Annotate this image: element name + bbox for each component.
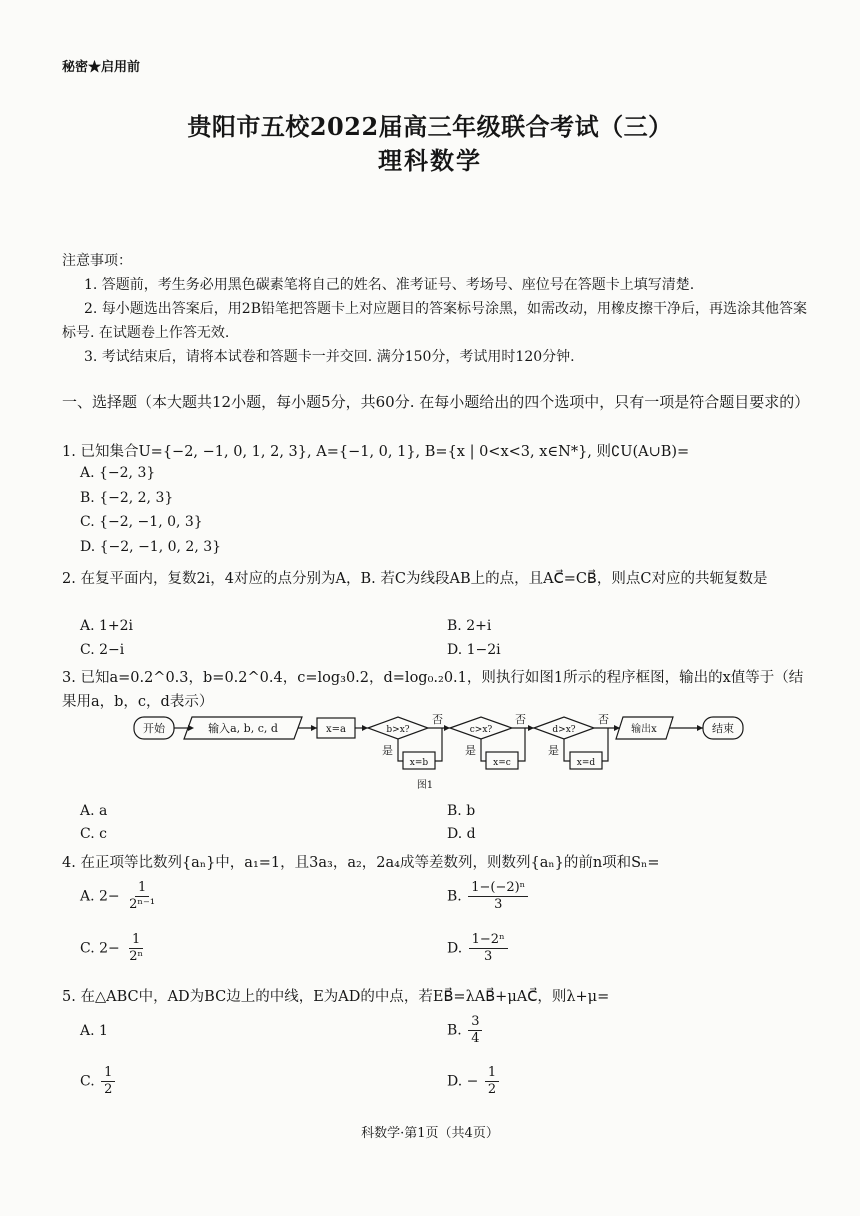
question-4-option-b bbox=[447, 880, 530, 913]
notice-item-3: 3. 考试结束后，请将本试卷和答题卡一并交回. 满分150分，考试用时120分钟. bbox=[84, 349, 575, 365]
option-fraction bbox=[468, 1014, 482, 1047]
option-label: B. bbox=[447, 1022, 462, 1039]
question-5-option-c bbox=[80, 1065, 117, 1098]
flowchart-yes-label-3: 是 bbox=[548, 744, 559, 757]
fraction-numerator: 1−(−2)ⁿ bbox=[468, 880, 528, 897]
flowchart-no-label-2: 否 bbox=[515, 714, 526, 726]
question-5-stem: 5. 在△ABC中，AD为BC边上的中线，E为AD的中点，若EB⃗=λAB⃗+μAC⃗，则λ+μ= bbox=[62, 989, 610, 1005]
notice-item-2: 2. 每小题选出答案后，用2B铅笔把答题卡上对应题目的答案标号涂黑，如需改动，用橡皮擦干净后，再选涂其他答案标号. 在试题卷上作答无效. bbox=[62, 301, 807, 341]
question-4-option-c bbox=[80, 932, 148, 965]
fraction-denominator: 4 bbox=[471, 1031, 480, 1046]
question-3-option-a: A. a bbox=[80, 803, 108, 819]
question-1-option-c: C. {−2, −1, 0, 3} bbox=[80, 514, 203, 530]
fraction-denominator: 2 bbox=[487, 1082, 497, 1097]
option-fraction bbox=[126, 932, 146, 965]
question-4-option-a bbox=[80, 880, 160, 913]
question-4-option-d bbox=[447, 932, 510, 965]
fraction-denominator: 3 bbox=[494, 897, 503, 912]
question-3-option-b: B. b bbox=[447, 803, 476, 819]
fraction-numerator: 3 bbox=[468, 1014, 482, 1031]
flowchart-set1-label: x=b bbox=[409, 758, 429, 768]
option-fraction bbox=[126, 880, 158, 913]
question-3-stem: 3. 已知a=0.2^0.3，b=0.2^0.4，c=log₃0.2，d=log₀.₂0.1，则执行如图1所示的程序框图，输出的x值等于（结果用a，b，c，d表示） bbox=[62, 670, 804, 710]
option-prefix: 2− bbox=[99, 940, 120, 957]
flowchart-start-label: 开始 bbox=[143, 722, 165, 735]
question-3-option-c: C. c bbox=[80, 826, 107, 842]
option-prefix: − bbox=[466, 1073, 479, 1090]
fraction-numerator: 1 bbox=[485, 1065, 499, 1082]
question-1-option-a: A. {−2, 3} bbox=[80, 465, 156, 481]
question-2-option-c: C. 2−i bbox=[80, 642, 125, 658]
option-label: C. bbox=[80, 940, 95, 957]
question-2-option-a: A. 1+2i bbox=[80, 618, 134, 634]
flowchart-set2-label: x=c bbox=[493, 758, 511, 768]
fraction-numerator: 1 bbox=[101, 1065, 115, 1082]
question-4-stem: 4. 在正项等比数列{aₙ}中，a₁=1，且3a₃，a₂，2a₄成等差数列，则数列{aₙ}的前n项和Sₙ= bbox=[62, 855, 660, 871]
question-3-option-d: D. d bbox=[447, 826, 476, 842]
fraction-denominator: 2ⁿ bbox=[129, 949, 144, 964]
notice-heading: 注意事项： bbox=[62, 253, 132, 269]
question-5-option-d bbox=[447, 1065, 501, 1098]
option-fraction bbox=[485, 1065, 499, 1098]
flowchart-end-label: 结束 bbox=[712, 722, 734, 735]
flowchart bbox=[120, 714, 750, 794]
question-2-option-d: D. 1−2i bbox=[447, 642, 501, 658]
flowchart-no-label-3: 否 bbox=[598, 714, 609, 726]
page-footer: 科数学·第1页（共4页） bbox=[361, 1126, 499, 1141]
question-1-stem: 1. 已知集合U={−2, −1, 0, 1, 2, 3}, A={−1, 0, 1}, B={x | 0<x<3, x∈N*}, 则∁U(A∪B)= bbox=[62, 444, 690, 460]
option-fraction bbox=[468, 880, 528, 913]
flowchart-cond2-label: c>x? bbox=[469, 725, 493, 735]
flowchart-output-label: 输出x bbox=[631, 724, 657, 735]
flowchart-caption: 图1 bbox=[416, 780, 434, 791]
option-label: A. bbox=[80, 888, 95, 905]
flowchart-no-label-1: 否 bbox=[432, 714, 443, 726]
section-heading: 一、选择题（本大题共12小题，每小题5分，共60分. 在每小题给出的四个选项中，只有一项是符合题目要求的） bbox=[62, 393, 810, 411]
option-label: C. bbox=[80, 1073, 95, 1090]
option-label: D. bbox=[447, 1073, 463, 1090]
fraction-numerator: 1−2ⁿ bbox=[469, 932, 508, 949]
option-label: D. bbox=[447, 940, 463, 957]
option-label: A. bbox=[80, 1023, 95, 1039]
flowchart-input-label: 输入a, b, c, d bbox=[208, 722, 278, 735]
exam-subtitle: 理科数学 bbox=[378, 146, 482, 175]
option-prefix: 2− bbox=[99, 888, 120, 905]
fraction-denominator: 2ⁿ⁻¹ bbox=[129, 897, 156, 912]
question-5-option-b bbox=[447, 1014, 484, 1047]
question-2-stem: 2. 在复平面内，复数2i，4对应的点分别为A，B. 若C为线段AB上的点，且AC⃗=CB⃗，则点C对应的共轭复数是 bbox=[62, 571, 768, 587]
flowchart-yes-label-2: 是 bbox=[465, 744, 476, 757]
notice-item-1: 1. 答题前，考生务必用黑色碳素笔将自己的姓名、准考证号、考场号、座位号在答题卡上填写清楚. bbox=[84, 277, 695, 293]
flowchart-cond3-label: d>x? bbox=[552, 725, 576, 735]
question-1-option-d: D. {−2, −1, 0, 2, 3} bbox=[80, 539, 222, 555]
flowchart-yes-label-1: 是 bbox=[382, 744, 393, 757]
fraction-denominator: 2 bbox=[104, 1082, 113, 1097]
option-fraction bbox=[469, 932, 508, 965]
fraction-numerator: 1 bbox=[135, 880, 149, 897]
flowchart-cond1-label: b>x? bbox=[386, 725, 410, 735]
exam-title: 贵阳市五校2022届高三年级联合考试（三） bbox=[187, 112, 673, 141]
option-value: 1 bbox=[99, 1023, 108, 1039]
secret-label: 秘密★启用前 bbox=[62, 60, 141, 75]
flowchart-assign-label: x=a bbox=[326, 724, 346, 735]
fraction-denominator: 3 bbox=[484, 949, 493, 964]
flowchart-set3-label: x=d bbox=[576, 758, 596, 768]
question-5-option-a bbox=[80, 1023, 108, 1039]
option-label: B. bbox=[447, 888, 462, 905]
question-2-option-b: B. 2+i bbox=[447, 618, 492, 634]
fraction-numerator: 1 bbox=[129, 932, 143, 949]
question-1-option-b: B. {−2, 2, 3} bbox=[80, 490, 174, 506]
option-fraction bbox=[101, 1065, 115, 1098]
